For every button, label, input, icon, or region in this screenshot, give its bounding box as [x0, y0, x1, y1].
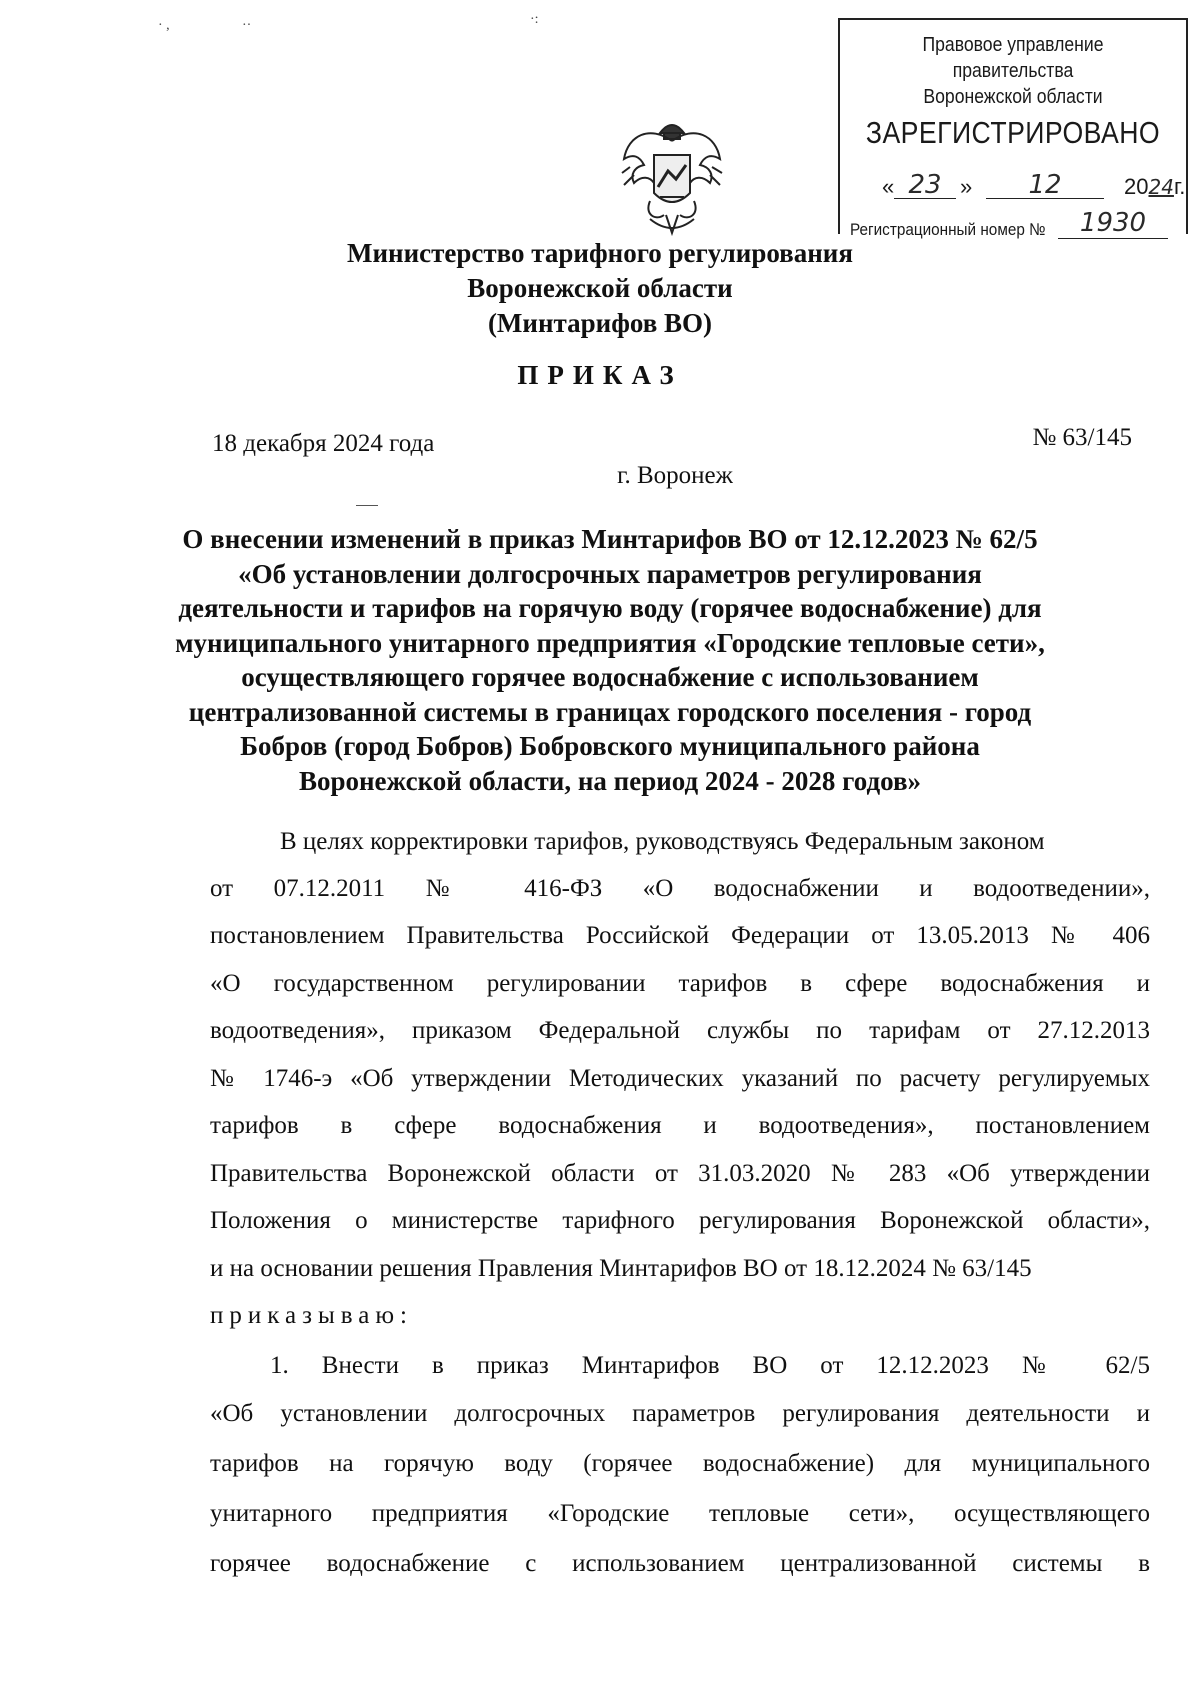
scan-speck: ·: — [530, 12, 539, 27]
subject-line: Бобров (город Бобров) Бобровского муниципального района — [240, 731, 980, 761]
subject-line: деятельности и тарифов на горячую воду (горячее водоснабжение) для — [178, 593, 1042, 623]
ministry-heading — [0, 236, 1200, 341]
order-number: № 63/145 — [1032, 424, 1132, 451]
coat-of-arms-icon — [620, 115, 725, 240]
body-line: от 07.12.2011 № 416-ФЗ «О водоснабжении и водоотведении», — [210, 875, 1150, 902]
stamp-organization — [861, 32, 1165, 110]
body-line: «Об установлении долгосрочных параметров регулирования деятельности и — [210, 1400, 1150, 1427]
stamp-org-line: Воронежской области — [923, 86, 1103, 108]
registration-stamp — [838, 18, 1188, 239]
scan-mark — [356, 505, 378, 506]
body-line: постановлением Правительства Российской Федерации от 13.05.2013 № 406 — [210, 922, 1150, 949]
order-date: 18 декабря 2024 года — [212, 430, 435, 457]
body-line: и на основании решения Правления Минтарифов ВО от 18.12.2024 № 63/145 — [210, 1255, 1032, 1282]
ministry-name-line: Воронежской области — [467, 273, 733, 303]
scan-speck: · , — [158, 18, 170, 33]
stamp-date-month: 12 — [986, 170, 1104, 199]
subject-line: «Об установлении долгосрочных параметров регулирования — [238, 558, 982, 589]
body-line: 1. Внести в приказ Минтарифов ВО от 12.12.2023 № 62/5 — [270, 1352, 1150, 1379]
subject-line: осуществляющего горячее водоснабжение с использованием — [241, 662, 979, 692]
stamp-date: « 23 » 12 2024г. — [882, 170, 1186, 200]
body-line: горячее водоснабжение с использованием централизованной системы в — [210, 1550, 1150, 1577]
subject-line: Воронежской области, на период 2024 - 2028 годов» — [298, 765, 922, 796]
body-line: В целях корректировки тарифов, руководствуясь Федеральным законом — [280, 828, 1045, 855]
stamp-status: ЗАРЕГИСТРИРОВАНО — [865, 115, 1161, 150]
body-line: тарифов на горячую воду (горячее водоснабжение) для муниципального — [210, 1450, 1150, 1477]
ministry-abbreviation: (Минтарифов ВО) — [487, 308, 713, 338]
body-line: «О государственном регулировании тарифов в сфере водоснабжения и — [210, 970, 1150, 997]
document-type-title: ПРИКАЗ — [517, 360, 683, 390]
body-line: Положения о министерстве тарифного регулирования Воронежской области», — [210, 1207, 1150, 1234]
subject-line: централизованной системы в границах городского поселения - город — [188, 696, 1032, 727]
stamp-reg-label: Регистрационный номер № — [850, 220, 1046, 239]
order-directive: приказываю: — [210, 1302, 413, 1329]
body-line: тарифов в сфере водоснабжения и водоотведения», постановлением — [210, 1112, 1150, 1139]
scan-speck: ·· — [242, 18, 252, 33]
body-line: № 1746-э «Об утверждении Методических указаний по расчету регулируемых — [210, 1065, 1150, 1092]
stamp-date-year: 2024г. — [1124, 174, 1186, 199]
body-line: унитарного предприятия «Городские тепловые сети», осуществляющего — [210, 1500, 1150, 1527]
order-city: г. Воронеж — [617, 462, 733, 489]
order-subject — [40, 522, 1180, 798]
body-line: водоотведения», приказом Федеральной службы по тарифам от 27.12.2013 — [210, 1017, 1150, 1044]
stamp-org-line: Правовое управление правительства — [922, 34, 1104, 82]
stamp-reg-number: 1930 — [1058, 208, 1168, 239]
body-line: Правительства Воронежской области от 31.03.2020 № 283 «Об утверждении — [210, 1160, 1150, 1187]
subject-line: муниципального унитарного предприятия «Городские тепловые сети», — [175, 627, 1045, 658]
stamp-date-day: 23 — [894, 170, 956, 199]
ministry-name-line: Министерство тарифного регулирования — [347, 238, 853, 268]
subject-line: О внесении изменений в приказ Минтарифов ВО от 12.12.2023 № 62/5 — [182, 524, 1038, 554]
